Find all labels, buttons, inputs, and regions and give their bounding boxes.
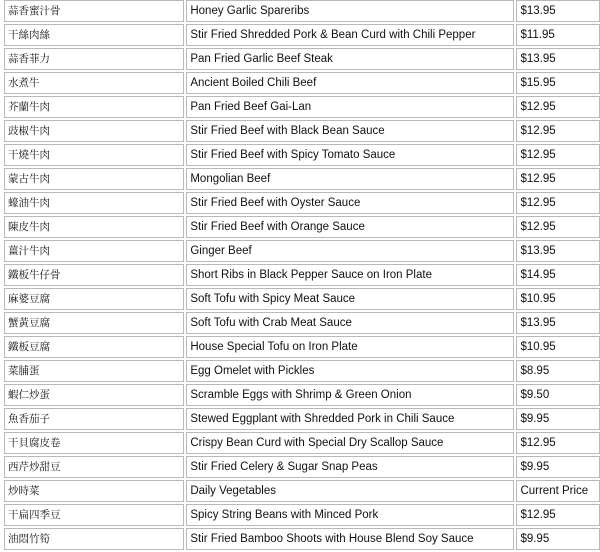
dish-english-name: Stir Fried Beef with Spicy Tomato Sauce (186, 144, 514, 166)
menu-table-body (4, 0, 600, 550)
dish-price: $8.95 (516, 360, 600, 382)
dish-english-name: Mongolian Beef (186, 168, 514, 190)
dish-english-name: Stir Fried Beef with Orange Sauce (186, 216, 514, 238)
dish-chinese-name: 陳皮牛肉 (4, 216, 184, 238)
dish-price: $12.95 (516, 216, 600, 238)
dish-price: $13.95 (516, 48, 600, 70)
dish-price: $13.95 (516, 0, 600, 22)
menu-row (4, 456, 600, 478)
dish-price: $12.95 (516, 144, 600, 166)
menu-row (4, 408, 600, 430)
dish-chinese-name: 蒜香菲力 (4, 48, 184, 70)
menu-row (4, 48, 600, 70)
dish-chinese-name: 蒜香蜜汁骨 (4, 0, 184, 22)
dish-price: Current Price (516, 480, 600, 502)
dish-english-name: Daily Vegetables (186, 480, 514, 502)
dish-chinese-name: 芥蘭牛肉 (4, 96, 184, 118)
dish-english-name: Soft Tofu with Crab Meat Sauce (186, 312, 514, 334)
menu-row (4, 528, 600, 550)
dish-price: $12.95 (516, 432, 600, 454)
dish-chinese-name: 蒙古牛肉 (4, 168, 184, 190)
dish-chinese-name: 魚香茄子 (4, 408, 184, 430)
menu-row (4, 72, 600, 94)
dish-english-name: Stir Fried Beef with Black Bean Sauce (186, 120, 514, 142)
dish-chinese-name: 蟹黃豆腐 (4, 312, 184, 334)
dish-english-name: Stewed Eggplant with Shredded Pork in Chili Sauce (186, 408, 514, 430)
menu-row (4, 312, 600, 334)
menu-row (4, 120, 600, 142)
dish-chinese-name: 鐵板豆腐 (4, 336, 184, 358)
dish-price: $9.95 (516, 456, 600, 478)
menu-row (4, 480, 600, 502)
dish-english-name: Ancient Boiled Chili Beef (186, 72, 514, 94)
dish-chinese-name: 干扁四季豆 (4, 504, 184, 526)
dish-english-name: Stir Fried Celery & Sugar Snap Peas (186, 456, 514, 478)
dish-chinese-name: 薑汁牛肉 (4, 240, 184, 262)
menu-row (4, 288, 600, 310)
menu-row (4, 24, 600, 46)
dish-english-name: Short Ribs in Black Pepper Sauce on Iron Plate (186, 264, 514, 286)
dish-english-name: House Special Tofu on Iron Plate (186, 336, 514, 358)
dish-english-name: Scramble Eggs with Shrimp & Green Onion (186, 384, 514, 406)
dish-price: $12.95 (516, 120, 600, 142)
menu-row (4, 192, 600, 214)
menu-row (4, 384, 600, 406)
menu-row (4, 144, 600, 166)
dish-chinese-name: 干貝腐皮卷 (4, 432, 184, 454)
dish-chinese-name: 西芹炒甜豆 (4, 456, 184, 478)
menu-row (4, 0, 600, 22)
dish-chinese-name: 麻婆豆腐 (4, 288, 184, 310)
dish-english-name: Stir Fried Bamboo Shoots with House Blend Soy Sauce (186, 528, 514, 550)
menu-row (4, 360, 600, 382)
dish-chinese-name: 蠔油牛肉 (4, 192, 184, 214)
dish-price: $10.95 (516, 336, 600, 358)
menu-row (4, 168, 600, 190)
dish-chinese-name: 豉椒牛肉 (4, 120, 184, 142)
dish-english-name: Crispy Bean Curd with Special Dry Scallop Sauce (186, 432, 514, 454)
dish-price: $9.50 (516, 384, 600, 406)
dish-chinese-name: 鐵板牛仔骨 (4, 264, 184, 286)
dish-price: $12.95 (516, 96, 600, 118)
dish-price: $14.95 (516, 264, 600, 286)
dish-price: $15.95 (516, 72, 600, 94)
dish-price: $9.95 (516, 528, 600, 550)
dish-english-name: Honey Garlic Spareribs (186, 0, 514, 22)
dish-english-name: Stir Fried Beef with Oyster Sauce (186, 192, 514, 214)
dish-english-name: Soft Tofu with Spicy Meat Sauce (186, 288, 514, 310)
dish-chinese-name: 油悶竹筍 (4, 528, 184, 550)
menu-row (4, 336, 600, 358)
dish-english-name: Egg Omelet with Pickles (186, 360, 514, 382)
dish-chinese-name: 炒時菜 (4, 480, 184, 502)
dish-price: $12.95 (516, 168, 600, 190)
dish-english-name: Pan Fried Beef Gai-Lan (186, 96, 514, 118)
dish-price: $11.95 (516, 24, 600, 46)
menu-row (4, 96, 600, 118)
dish-english-name: Pan Fried Garlic Beef Steak (186, 48, 514, 70)
dish-english-name: Spicy String Beans with Minced Pork (186, 504, 514, 526)
dish-english-name: Stir Fried Shredded Pork & Bean Curd with Chili Pepper (186, 24, 514, 46)
dish-chinese-name: 水煮牛 (4, 72, 184, 94)
menu-row (4, 504, 600, 526)
menu-row (4, 216, 600, 238)
dish-price: $9.95 (516, 408, 600, 430)
menu-row (4, 432, 600, 454)
dish-price: $12.95 (516, 504, 600, 526)
menu-row (4, 240, 600, 262)
dish-chinese-name: 干絲肉絲 (4, 24, 184, 46)
dish-chinese-name: 菜脯蛋 (4, 360, 184, 382)
dish-price: $10.95 (516, 288, 600, 310)
dish-price: $13.95 (516, 240, 600, 262)
menu-row (4, 264, 600, 286)
menu-table (2, 0, 600, 552)
dish-chinese-name: 蝦仁炒蛋 (4, 384, 184, 406)
dish-chinese-name: 干燒牛肉 (4, 144, 184, 166)
dish-price: $12.95 (516, 192, 600, 214)
dish-english-name: Ginger Beef (186, 240, 514, 262)
dish-price: $13.95 (516, 312, 600, 334)
